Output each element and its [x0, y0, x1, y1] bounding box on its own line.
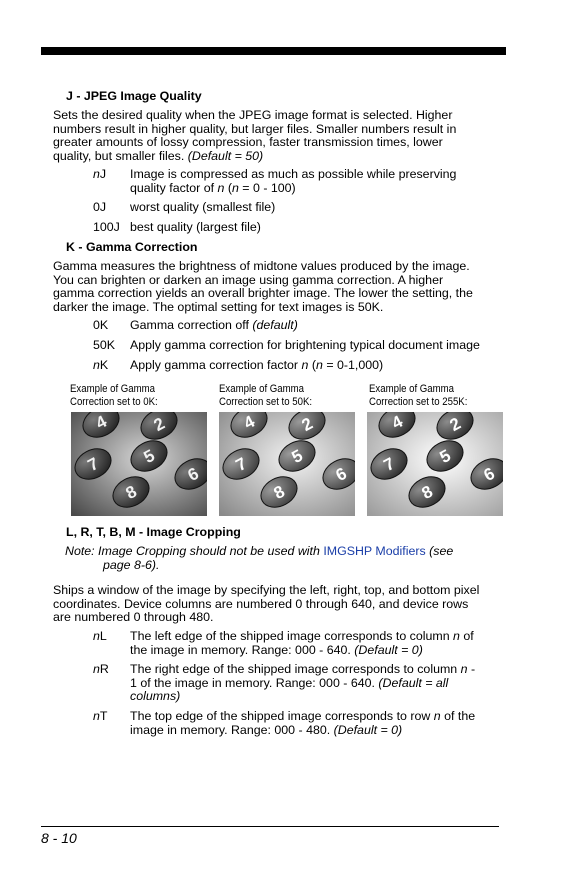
keypad-key-label: 5: [288, 445, 306, 468]
gamma-description: [53, 260, 503, 314]
caption-line: Example of Gamma: [219, 383, 305, 395]
caption-line: Correction set to 50K:: [219, 396, 313, 408]
keypad-key-label: 6: [184, 463, 202, 486]
desc-line: Image is compressed as much as possible while preserving: [130, 167, 457, 181]
option-desc: [130, 319, 503, 333]
option-key: 0K: [93, 318, 109, 332]
bottom-rule: [41, 826, 499, 827]
desc-var: n: [315, 358, 323, 372]
desc-text: the image in memory. Range: 000 - 640.: [130, 642, 355, 657]
keypad-key-label: 2: [446, 413, 464, 436]
jpeg-line: [53, 150, 503, 164]
desc-text: The left edge of the shipped image corresponds to column: [130, 629, 454, 643]
desc-default: (Default = 0): [354, 642, 423, 657]
jpeg-line-text: quality, but smaller files.: [53, 148, 188, 163]
key-letter: J: [99, 167, 107, 181]
keypad-key-label: 8: [418, 481, 436, 504]
keypad-key-label: 4: [388, 412, 406, 434]
jpeg-line: greater amounts of lossy compression, faster transmission times, lower: [53, 135, 443, 150]
gamma-line: darker the image. The optimal setting for text images is 50K.: [53, 299, 384, 314]
keypad-photo-0K: [71, 412, 207, 516]
desc-text: 1 of the image in memory. Range: 000 - 640.: [130, 675, 379, 690]
keypad-key-label: 7: [84, 453, 102, 476]
key-var: n: [93, 167, 100, 181]
example-caption-255K: [369, 383, 467, 409]
gamma-line: gamma correction yields an overall brighter image. The lower the setting, the: [53, 286, 473, 301]
desc-text: (: [308, 358, 316, 372]
desc-text: = 0 - 100): [238, 180, 296, 195]
keypad-key-label: 6: [480, 463, 498, 486]
option-key: [93, 168, 106, 182]
desc-var: n: [460, 662, 468, 676]
caption-line: Correction set to 0K:: [70, 396, 158, 408]
key-letter: L: [99, 629, 107, 643]
caption-line: Example of Gamma: [369, 383, 455, 395]
gamma-heading: K - Gamma Correction: [66, 240, 198, 254]
gamma-line: You can brighten or darken an image using gamma correction. A higher: [53, 272, 444, 287]
key-var: n: [93, 358, 100, 372]
desc-text: The right edge of the shipped image corresponds to column: [130, 662, 461, 676]
keypad-key-label: 4: [240, 412, 258, 434]
gamma-line: Gamma measures the brightness of midtone values produced by the image.: [53, 259, 470, 273]
desc-text: (: [224, 180, 232, 195]
option-desc: [130, 168, 503, 195]
desc-text: of the: [440, 709, 476, 723]
keypad-photo-50K: [219, 412, 355, 516]
example-caption-0K: [70, 383, 158, 409]
top-rule: [41, 47, 506, 55]
desc-text: image in memory. Range: 000 - 480.: [130, 722, 334, 737]
keypad-photo-255K: [367, 412, 503, 516]
desc-var: n: [453, 629, 460, 643]
desc-text: of: [459, 629, 474, 643]
desc-default: (Default = all: [378, 675, 449, 690]
desc-text: Gamma correction off: [130, 318, 253, 332]
crop-note-line2: page 8-6).: [103, 558, 160, 572]
desc-var: n: [433, 709, 441, 723]
crop-line: coordinates. Device columns are numbered 0 through 640, and device rows: [53, 596, 469, 611]
key-var: n: [93, 629, 100, 643]
crop-note: [65, 545, 505, 559]
desc-text: The top edge of the shipped image corresponds to row: [130, 709, 434, 723]
crop-line: Ships a window of the image by specifying the left, right, top, and bottom pixel: [53, 583, 480, 597]
option-desc: [130, 663, 503, 704]
keypad-key-label: 2: [298, 413, 316, 436]
jpeg-default: (Default = 50): [187, 148, 264, 163]
desc-var: n: [217, 180, 225, 195]
desc-text: quality factor of: [130, 180, 218, 195]
desc-default: (default): [252, 318, 298, 332]
option-desc: [130, 359, 503, 373]
option-desc: best quality (largest file): [130, 220, 261, 234]
key-letter: T: [99, 709, 108, 723]
option-key: 0J: [93, 200, 107, 214]
keypad-svg: [219, 412, 355, 516]
page-number: 8 - 10: [41, 830, 77, 846]
option-desc: [130, 630, 503, 657]
keypad-key-label: 7: [232, 453, 250, 476]
key-letter: R: [99, 662, 109, 676]
caption-line: Example of Gamma: [70, 383, 156, 395]
keypad-key-label: 7: [380, 453, 398, 476]
keypad-key-label: 2: [150, 413, 168, 436]
jpeg-description: [53, 109, 503, 163]
desc-default: columns): [130, 689, 181, 704]
jpeg-line: Sets the desired quality when the JPEG image format is selected. Higher: [53, 108, 453, 122]
note-text: (see: [425, 544, 454, 558]
desc-default: (Default = 0): [333, 722, 403, 737]
keypad-key-label: 5: [140, 445, 158, 468]
key-var: n: [93, 662, 100, 676]
example-caption-50K: [219, 383, 312, 409]
option-key: 50K: [93, 338, 116, 352]
crop-heading: L, R, T, B, M - Image Cropping: [66, 525, 241, 539]
desc-text: = 0-1,000): [322, 358, 384, 372]
keypad-key-label: 8: [270, 481, 288, 504]
keypad-svg: [367, 412, 503, 516]
keypad-key-label: 5: [436, 445, 454, 468]
option-desc: worst quality (smallest file): [130, 200, 276, 214]
desc-text: -: [467, 662, 476, 676]
keypad-key-label: 6: [332, 463, 350, 486]
desc-var: n: [231, 180, 239, 195]
key-var: n: [93, 709, 100, 723]
option-key: [93, 663, 109, 677]
jpeg-heading: J - JPEG Image Quality: [66, 89, 202, 103]
imgshp-modifiers-link[interactable]: IMGSHP Modifiers: [323, 544, 426, 558]
option-key: 100J: [93, 220, 120, 234]
desc-var: n: [301, 358, 309, 372]
option-key: [93, 359, 108, 373]
keypad-svg: [71, 412, 207, 516]
option-desc: [130, 710, 503, 737]
desc-text: Apply gamma correction factor: [130, 358, 302, 372]
option-desc: Apply gamma correction for brightening typical document image: [130, 338, 480, 352]
crop-description: [53, 584, 503, 625]
key-letter: K: [99, 358, 109, 372]
option-key: [93, 630, 107, 644]
keypad-key-label: 8: [122, 481, 140, 504]
caption-line: Correction set to 255K:: [369, 396, 468, 408]
crop-line: are numbered 0 through 480.: [53, 610, 214, 625]
option-key: [93, 710, 107, 724]
note-text: Note: Image Cropping should not be used with: [65, 544, 324, 558]
jpeg-line: numbers result in higher quality, but larger files. Smaller numbers result in: [53, 121, 457, 136]
keypad-key-label: 4: [92, 412, 110, 434]
